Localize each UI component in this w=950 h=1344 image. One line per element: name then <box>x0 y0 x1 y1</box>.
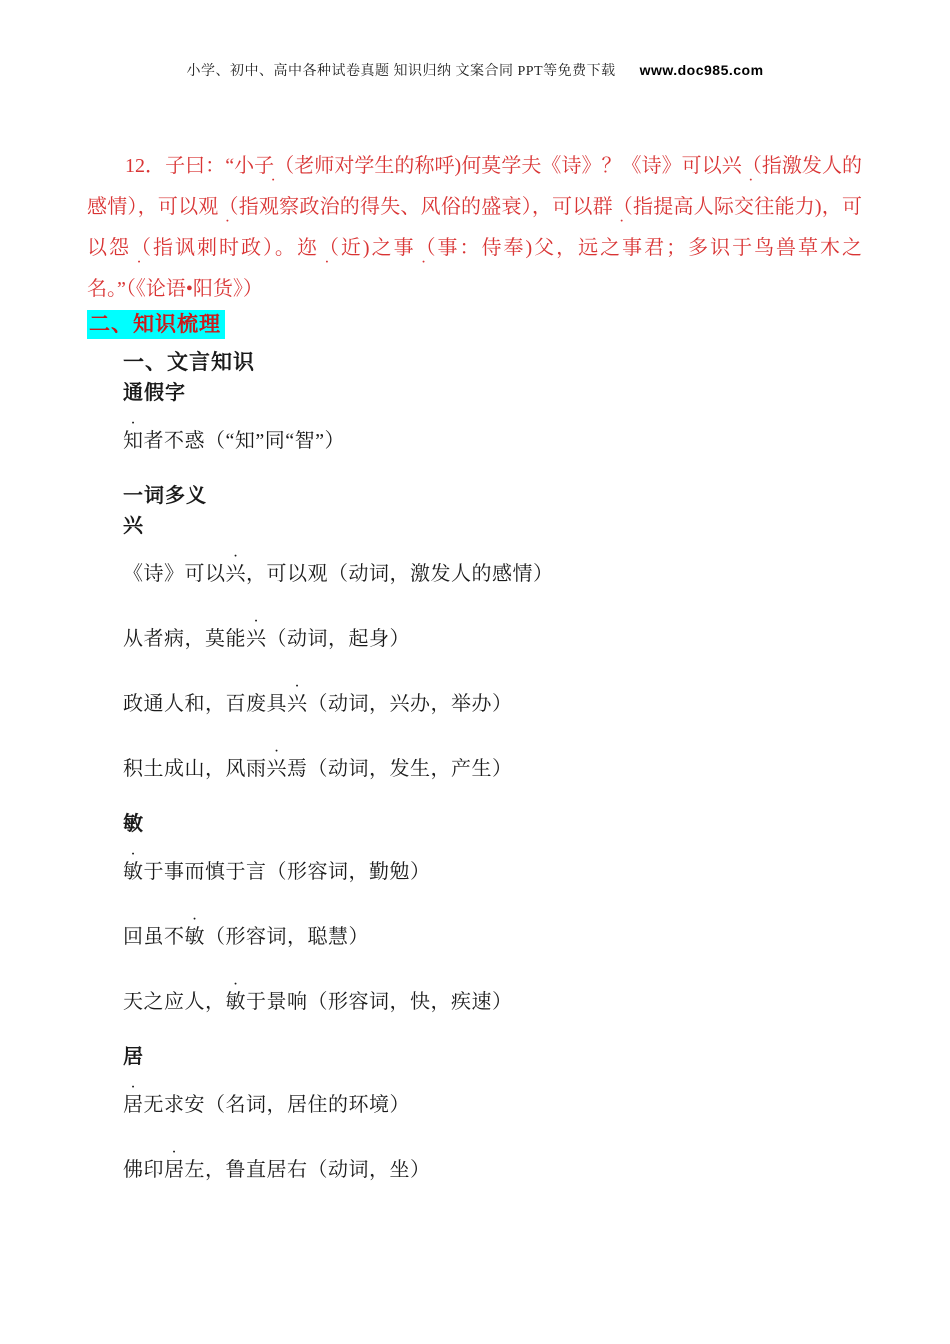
emphasized-char: 兴 · <box>266 743 287 780</box>
content-blocks <box>123 352 860 1181</box>
text-segment: 无求安（名词，居住的环境） <box>143 1094 410 1116</box>
emphasis-dot-icon: · <box>270 172 276 189</box>
emphasized-char: 知 · <box>123 415 144 452</box>
emphasis-dot-icon: · <box>191 911 198 928</box>
emphasis-dot-icon: · <box>420 254 427 271</box>
example-line <box>123 1144 860 1181</box>
emphasized-char: 敏 · <box>184 911 205 948</box>
text-segment: （指提高人际交往能力)，可以 <box>87 196 863 259</box>
example-line <box>123 743 860 780</box>
emphasis-dot-icon: · <box>130 1079 137 1096</box>
text-segment: （动词，兴办，举办） <box>307 693 513 715</box>
example-line <box>123 678 860 715</box>
example-line <box>123 846 860 883</box>
emphasis-dot-icon: · <box>232 548 239 565</box>
emphasized-char: 观 · <box>198 196 218 218</box>
example-line <box>123 548 860 585</box>
text-segment: （指激发人的感情），可以 <box>87 155 863 218</box>
text-segment: （动词，起身） <box>266 628 410 650</box>
emphasized-char: 兴 · <box>246 613 267 650</box>
keyword-heading: 通假字 <box>123 382 186 404</box>
text-segment: 从者病，莫能 <box>123 628 246 650</box>
emphasis-dot-icon: · <box>294 678 301 695</box>
text-segment: （近)之 <box>318 237 394 259</box>
quote-paragraph <box>87 146 862 310</box>
emphasized-char: 群 · <box>593 196 613 218</box>
example-line <box>123 1079 860 1116</box>
page-header <box>0 0 950 80</box>
text-segment: 政通人和，百废具 <box>123 693 287 715</box>
emphasis-dot-icon: · <box>136 254 142 271</box>
keyword-heading: 居 <box>123 1046 144 1068</box>
text-segment: （事：侍奉)父，远之事君；多识于鸟兽草木之名。”（《论语•阳货》） <box>87 237 863 300</box>
emphasized-char: 居 · <box>164 1144 185 1181</box>
emphasized-char: 兴 · <box>225 548 246 585</box>
header-services-text: 小学、初中、高中各种试卷真题 知识归纳 文案合同 PPT等免费下载 <box>186 64 616 79</box>
text-segment: 积土成山，风雨 <box>123 758 267 780</box>
text-segment: 者不惑（“知”同“智”） <box>143 430 346 452</box>
keyword-heading: 一词多义 <box>123 485 207 507</box>
section-heading-row <box>87 310 950 339</box>
text-segment: 天之应人， <box>123 991 226 1013</box>
emphasis-dot-icon: · <box>324 254 330 271</box>
example-line <box>123 415 860 452</box>
emphasis-dot-icon: · <box>253 613 260 630</box>
keyword-heading: 敏 <box>123 813 144 835</box>
emphasis-dot-icon: · <box>273 743 280 760</box>
text-segment: 12．子曰：“ <box>125 155 235 177</box>
example-line <box>123 613 860 650</box>
emphasized-char: 兴 · <box>722 155 742 177</box>
emphasized-char: 事 · <box>394 237 416 259</box>
text-segment: （指观察政治的得失、风俗的盛衰），可以 <box>218 196 593 218</box>
text-segment: （老师对学生的称呼)何莫学夫《诗》？《诗》可以 <box>274 155 722 177</box>
text-segment: 佛印 <box>123 1159 164 1181</box>
text-segment: 左，鲁直居右（动词，坐） <box>184 1159 431 1181</box>
emphasis-dot-icon: · <box>171 1144 178 1161</box>
emphasized-char: 敏 · <box>225 976 246 1013</box>
subheading: 一、文言知识 <box>123 350 255 374</box>
emphasis-dot-icon: · <box>619 213 625 230</box>
text-segment: ，可以观（动词，激发人的感情） <box>246 563 554 585</box>
emphasized-char: 怨 · <box>109 237 131 259</box>
keyword-heading: 兴 <box>123 515 144 537</box>
text-segment: 于事而慎于言（形容词，勤勉） <box>143 861 431 883</box>
text-segment: （形容词，聪慧） <box>205 926 369 948</box>
emphasized-char: 兴 · <box>287 678 308 715</box>
text-segment: 焉（动词，发生，产生） <box>287 758 513 780</box>
emphasis-dot-icon: · <box>130 846 137 863</box>
text-segment: 回虽不 <box>123 926 185 948</box>
emphasized-char: 迩 · <box>297 237 319 259</box>
emphasis-dot-icon: · <box>232 976 239 993</box>
emphasized-char: 小子 · <box>234 155 276 189</box>
text-segment: （指讽刺时政）。 <box>131 237 297 259</box>
emphasized-char: 居 · <box>123 1079 144 1116</box>
emphasis-dot-icon: · <box>224 213 231 230</box>
example-line <box>123 976 860 1013</box>
example-line <box>123 911 860 948</box>
text-segment: 《诗》可以 <box>123 563 226 585</box>
emphasized-char: 敏 · <box>123 846 144 883</box>
emphasis-dot-icon: · <box>748 172 754 189</box>
header-site-link[interactable]: www.doc985.com <box>639 62 764 78</box>
section-heading-knowledge-review: 二、知识梳理 <box>87 310 225 339</box>
emphasis-dot-icon: · <box>130 415 137 432</box>
text-segment: 于景响（形容词，快，疾速） <box>246 991 513 1013</box>
